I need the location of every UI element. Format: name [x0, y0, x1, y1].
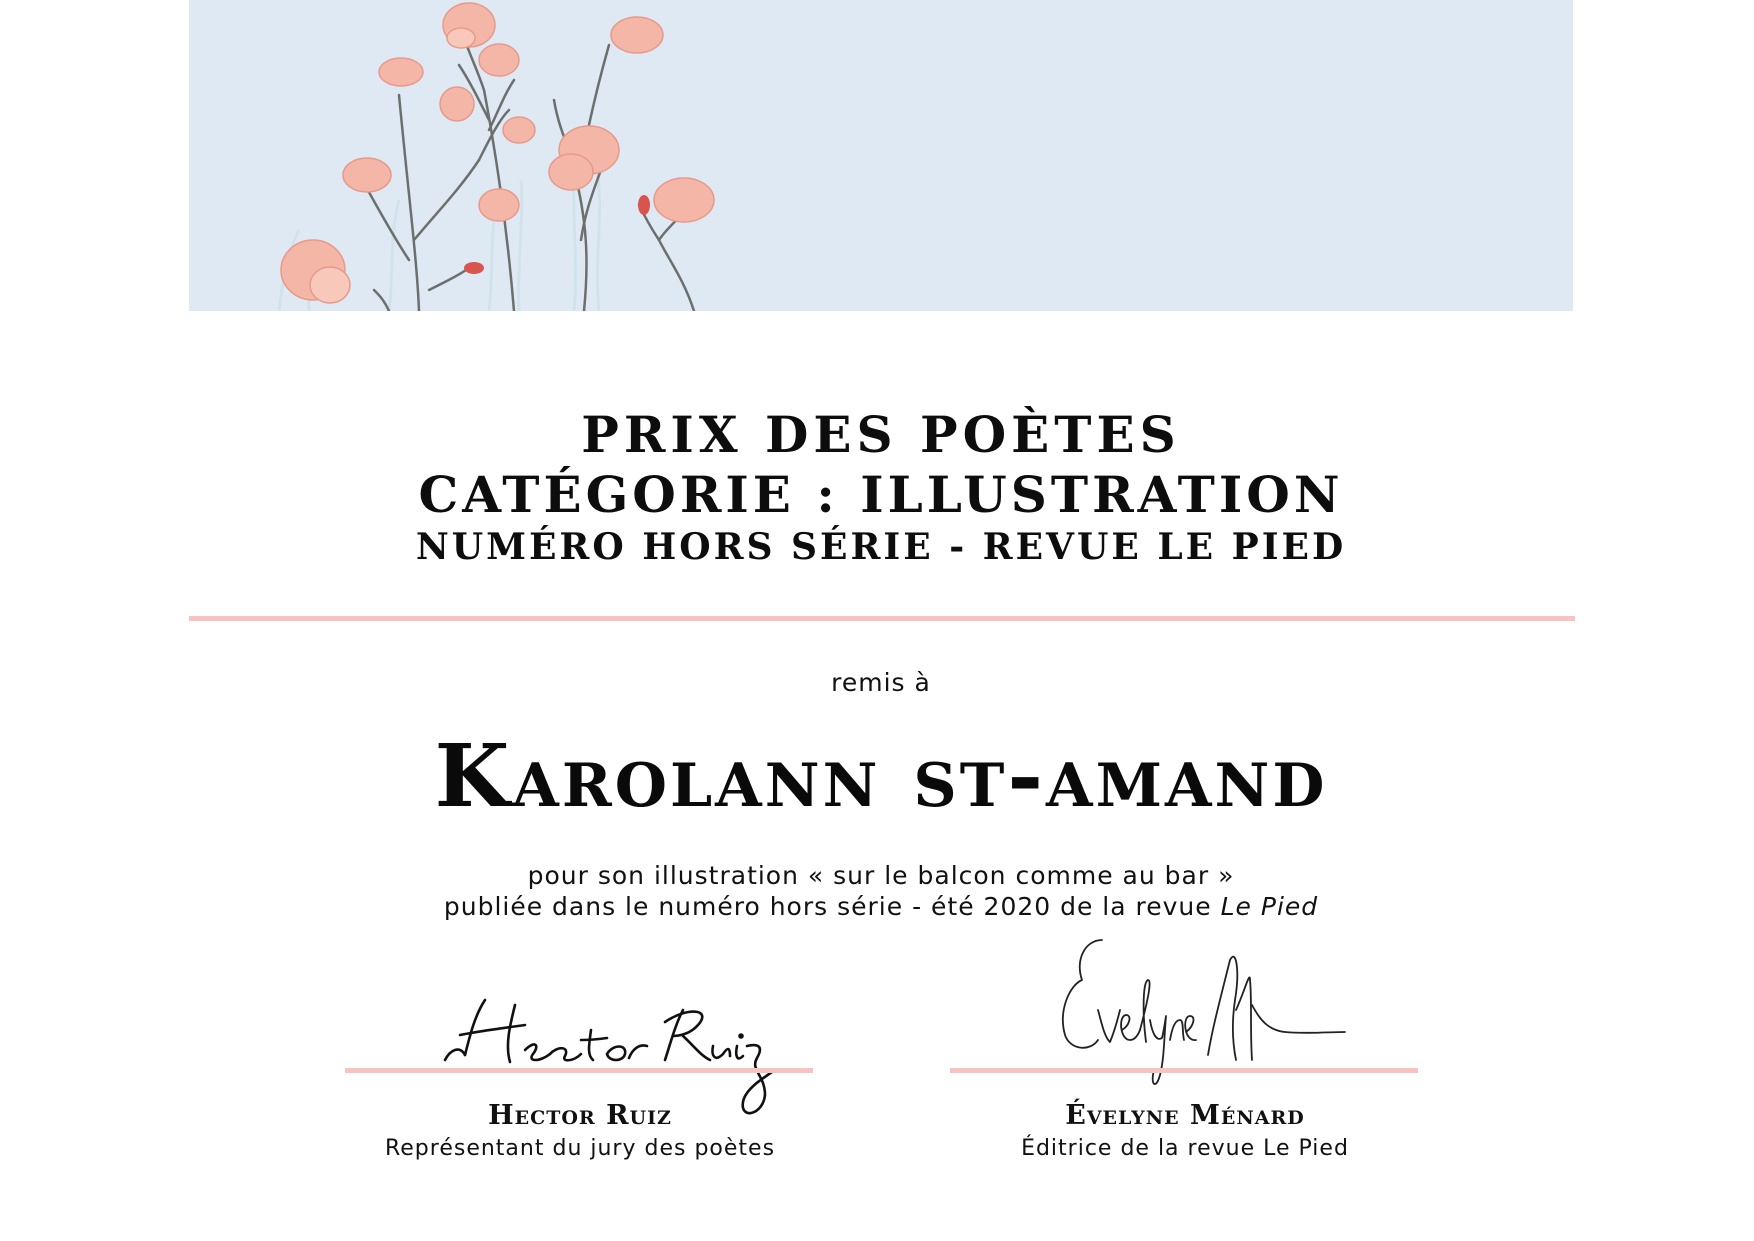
- awarded-to-label: remis à: [831, 668, 931, 697]
- signatory-name-editor: Évelyne Ménard: [1065, 1100, 1305, 1131]
- issue-subtitle: NUMÉRO HORS SÉRIE - REVUE LE PIED: [415, 526, 1347, 568]
- handwritten-signature-hector: [345, 950, 815, 1120]
- floral-banner: [189, 0, 1573, 311]
- description-line-1: pour son illustration « sur le balcon comme au bar »: [527, 861, 1235, 890]
- signature-block-editor: [950, 950, 1420, 1170]
- signature-block-jury: [345, 950, 815, 1170]
- recipient-name: Karolann st-amand: [434, 726, 1328, 827]
- signature-evelyne-art: [950, 950, 1420, 1120]
- flower-illustration: [189, 0, 1573, 311]
- signature-line-jury: [345, 1068, 813, 1073]
- title-divider: [189, 616, 1575, 621]
- signatory-role-jury: Représentant du jury des poètes: [384, 1136, 776, 1161]
- certificate-title: [189, 405, 1573, 569]
- prize-title: PRIX DES POÈTES: [581, 405, 1181, 464]
- handwritten-signature-evelyne: [950, 950, 1420, 1120]
- signatory-role-editor: Éditrice de la revue Le Pied: [1021, 1136, 1349, 1161]
- signature-line-editor: [950, 1068, 1418, 1073]
- description-line-2: [189, 891, 1573, 922]
- magazine-name: Le Pied: [1220, 892, 1319, 921]
- flower-cluster: [281, 3, 714, 303]
- signatory-name-jury: Hector Ruiz: [488, 1100, 672, 1131]
- category-title: CATÉGORIE : ILLUSTRATION: [418, 465, 1344, 524]
- award-description: [189, 860, 1573, 922]
- description-line-2-text: publiée dans le numéro hors série - été 2020 de la revue: [443, 892, 1221, 921]
- signature-hector-art: [345, 950, 815, 1120]
